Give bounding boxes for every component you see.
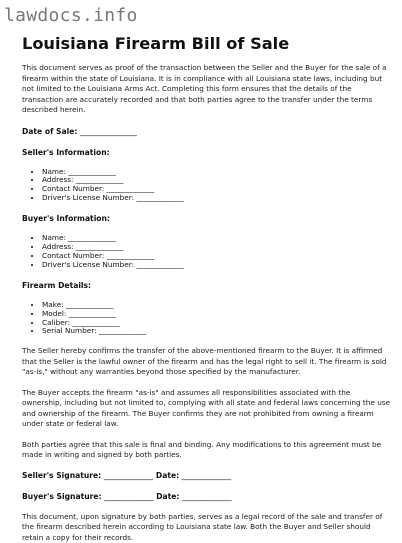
- buyer-signature-date-blank: _____________: [182, 491, 232, 501]
- site-watermark: lawdocs.info: [4, 5, 138, 26]
- date-of-sale-blank: _______________: [80, 126, 138, 136]
- buyer-license-field: • Driver's License Number: _____________: [42, 261, 392, 270]
- seller-name-field: • Name: _____________: [42, 168, 392, 177]
- seller-info-heading: Seller's Information:: [22, 147, 110, 157]
- buyer-signature-row: [22, 492, 392, 502]
- document-title: Louisiana Firearm Bill of Sale: [22, 34, 290, 53]
- intro-paragraph: This document serves as proof of the transaction between the Seller and the Buyer for the sale of a firearm within the state of Louisiana. It is in compliance with all Louisiana state laws, including but not limited to the Louisiana Arms Act. Completing this form ensures that the details of the transaction are accurately recorded and that both parties agree to the transfer under the terms described herein.: [22, 63, 387, 114]
- buyer-signature-date-label: Date:: [156, 491, 180, 501]
- firearm-details-list: [22, 301, 392, 337]
- agreement-paragraph: Both parties agree that this sale is final and binding. Any modifications to this agreement must be made in writing and signed by both parties.: [22, 439, 382, 460]
- buyer-contact-field: • Contact Number: _____________: [42, 252, 392, 261]
- seller-signature-label: Seller's Signature:: [22, 470, 102, 480]
- buyer-info-list: [22, 234, 392, 270]
- buyer-signature-label: Buyer's Signature:: [22, 491, 102, 501]
- buyer-statement-paragraph: The Buyer accepts the firearm "as-is" and assumes all responsibilities associated with the ownership, including but not limited to, complying with all state and federal laws concerning the use and ownership of the firearm. The Buyer confirms they are not prohibited from owning a firearm under state or federal law.: [22, 387, 391, 429]
- seller-info-list: [22, 168, 392, 204]
- closing-paragraph: This document, upon signature by both parties, serves as a legal record of the sale and transfer of the firearm described herein according to Louisiana state law. Both the Buyer and Seller should retain a copy for their records.: [22, 511, 383, 542]
- firearm-model-field: • Model: _____________: [42, 310, 392, 319]
- firearm-details-heading: Firearm Details:: [22, 280, 92, 290]
- seller-signature-blank: _____________: [103, 470, 154, 480]
- seller-signature-date-blank: _____________: [181, 470, 232, 480]
- seller-signature-date-label: Date:: [155, 470, 180, 480]
- firearm-make-field: • Make: _____________: [42, 301, 392, 310]
- seller-address-field: • Address: _____________: [42, 176, 392, 185]
- seller-statement-paragraph: The Seller hereby confirms the transfer of the above-mentioned firearm to the Buyer. It is affirmed that the Seller is the lawful owner of the firearm and has the legal right to sell it. The firearm is sold "as-is," without any warranties beyond those specified by the manufacturer.: [22, 346, 387, 377]
- date-of-sale-label: Date of Sale:: [22, 126, 78, 136]
- firearm-serial-field: • Serial Number: _____________: [42, 327, 392, 336]
- buyer-address-field: • Address: _____________: [42, 243, 392, 252]
- seller-license-field: • Driver's License Number: _____________: [42, 194, 392, 203]
- date-of-sale-row: [22, 127, 392, 137]
- seller-contact-field: • Contact Number: _____________: [42, 185, 392, 194]
- firearm-caliber-field: • Caliber: _____________: [42, 319, 392, 328]
- buyer-name-field: • Name: _____________: [42, 234, 392, 243]
- buyer-signature-blank: _____________: [104, 491, 154, 501]
- buyer-info-heading: Buyer's Information:: [22, 214, 110, 224]
- seller-signature-row: [22, 471, 392, 481]
